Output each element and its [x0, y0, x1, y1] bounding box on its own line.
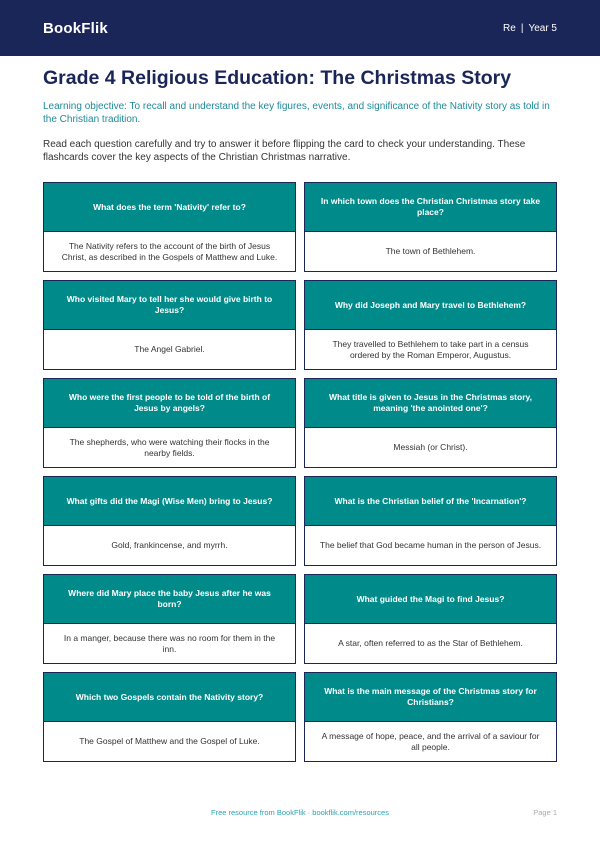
flashcard-question: In which town does the Christian Christmas story take place? [305, 183, 556, 231]
header-separator: | [520, 22, 524, 34]
flashcard-grid [43, 182, 557, 762]
flashcard[interactable] [43, 476, 296, 566]
flashcard[interactable] [304, 672, 557, 762]
flashcard-question: Who were the first people to be told of the birth of Jesus by angels? [44, 379, 295, 427]
flashcard-question: What gifts did the Magi (Wise Men) bring to Jesus? [44, 477, 295, 525]
flashcard[interactable] [43, 672, 296, 762]
flashcard-answer: The shepherds, who were watching their flocks in the nearby fields. [44, 427, 295, 467]
flashcard-answer: The town of Bethlehem. [305, 231, 556, 271]
flashcard[interactable] [43, 182, 296, 272]
flashcard-question: Which two Gospels contain the Nativity story? [44, 673, 295, 721]
flashcard-answer: A star, often referred to as the Star of Bethlehem. [305, 623, 556, 663]
flashcard[interactable] [304, 574, 557, 664]
flashcard[interactable] [304, 378, 557, 468]
intro-text: Read each question carefully and try to answer it before flipping the card to check your understanding. These flashcards cover the key aspects of the Christian Christmas narrative. [43, 139, 526, 163]
flashcard[interactable] [304, 280, 557, 370]
flashcard-answer: They travelled to Bethlehem to take part in a census ordered by the Roman Emperor, Augustus. [305, 329, 556, 369]
flashcard-question: What guided the Magi to find Jesus? [305, 575, 556, 623]
top-bar [0, 0, 600, 56]
flashcard-answer: The belief that God became human in the person of Jesus. [305, 525, 556, 565]
flashcard-question: What does the term 'Nativity' refer to? [44, 183, 295, 231]
flashcard-question: Where did Mary place the baby Jesus after he was born? [44, 575, 295, 623]
flashcard-answer: Messiah (or Christ). [305, 427, 556, 467]
flashcard-answer: The Angel Gabriel. [44, 329, 295, 369]
header-meta [503, 23, 557, 34]
flashcard-answer: In a manger, because there was no room for them in the inn. [44, 623, 295, 663]
flashcard-answer: The Gospel of Matthew and the Gospel of Luke. [44, 721, 295, 761]
year-label: Year 5 [528, 22, 557, 34]
brand-logo[interactable]: BookFlik [43, 19, 108, 37]
footer-link[interactable]: Free resource from BookFlik · bookflik.com/resources [211, 808, 389, 817]
flashcard[interactable] [304, 476, 557, 566]
page-number: Page 1 [533, 808, 557, 817]
flashcard-question: What is the Christian belief of the 'Incarnation'? [305, 477, 556, 525]
learning-objective: Learning objective: To recall and understand the key figures, events, and significance of the Nativity story as told in the Christian tradition. [43, 101, 550, 125]
subject-label: Re [503, 22, 516, 34]
flashcard-question: Why did Joseph and Mary travel to Bethlehem? [305, 281, 556, 329]
flashcard-answer: Gold, frankincense, and myrrh. [44, 525, 295, 565]
flashcard-question: What title is given to Jesus in the Christmas story, meaning 'the anointed one'? [305, 379, 556, 427]
flashcard-question: Who visited Mary to tell her she would give birth to Jesus? [44, 281, 295, 329]
flashcard-answer: The Nativity refers to the account of the birth of Jesus Christ, as described in the Gospels of Matthew and Luke. [44, 231, 295, 271]
flashcard[interactable] [43, 378, 296, 468]
flashcard[interactable] [43, 574, 296, 664]
flashcard[interactable] [304, 182, 557, 272]
page-title: Grade 4 Religious Education: The Christmas Story [43, 67, 512, 89]
flashcard-question: What is the main message of the Christmas story for Christians? [305, 673, 556, 721]
flashcard[interactable] [43, 280, 296, 370]
flashcard-answer: A message of hope, peace, and the arrival of a saviour for all people. [305, 721, 556, 761]
